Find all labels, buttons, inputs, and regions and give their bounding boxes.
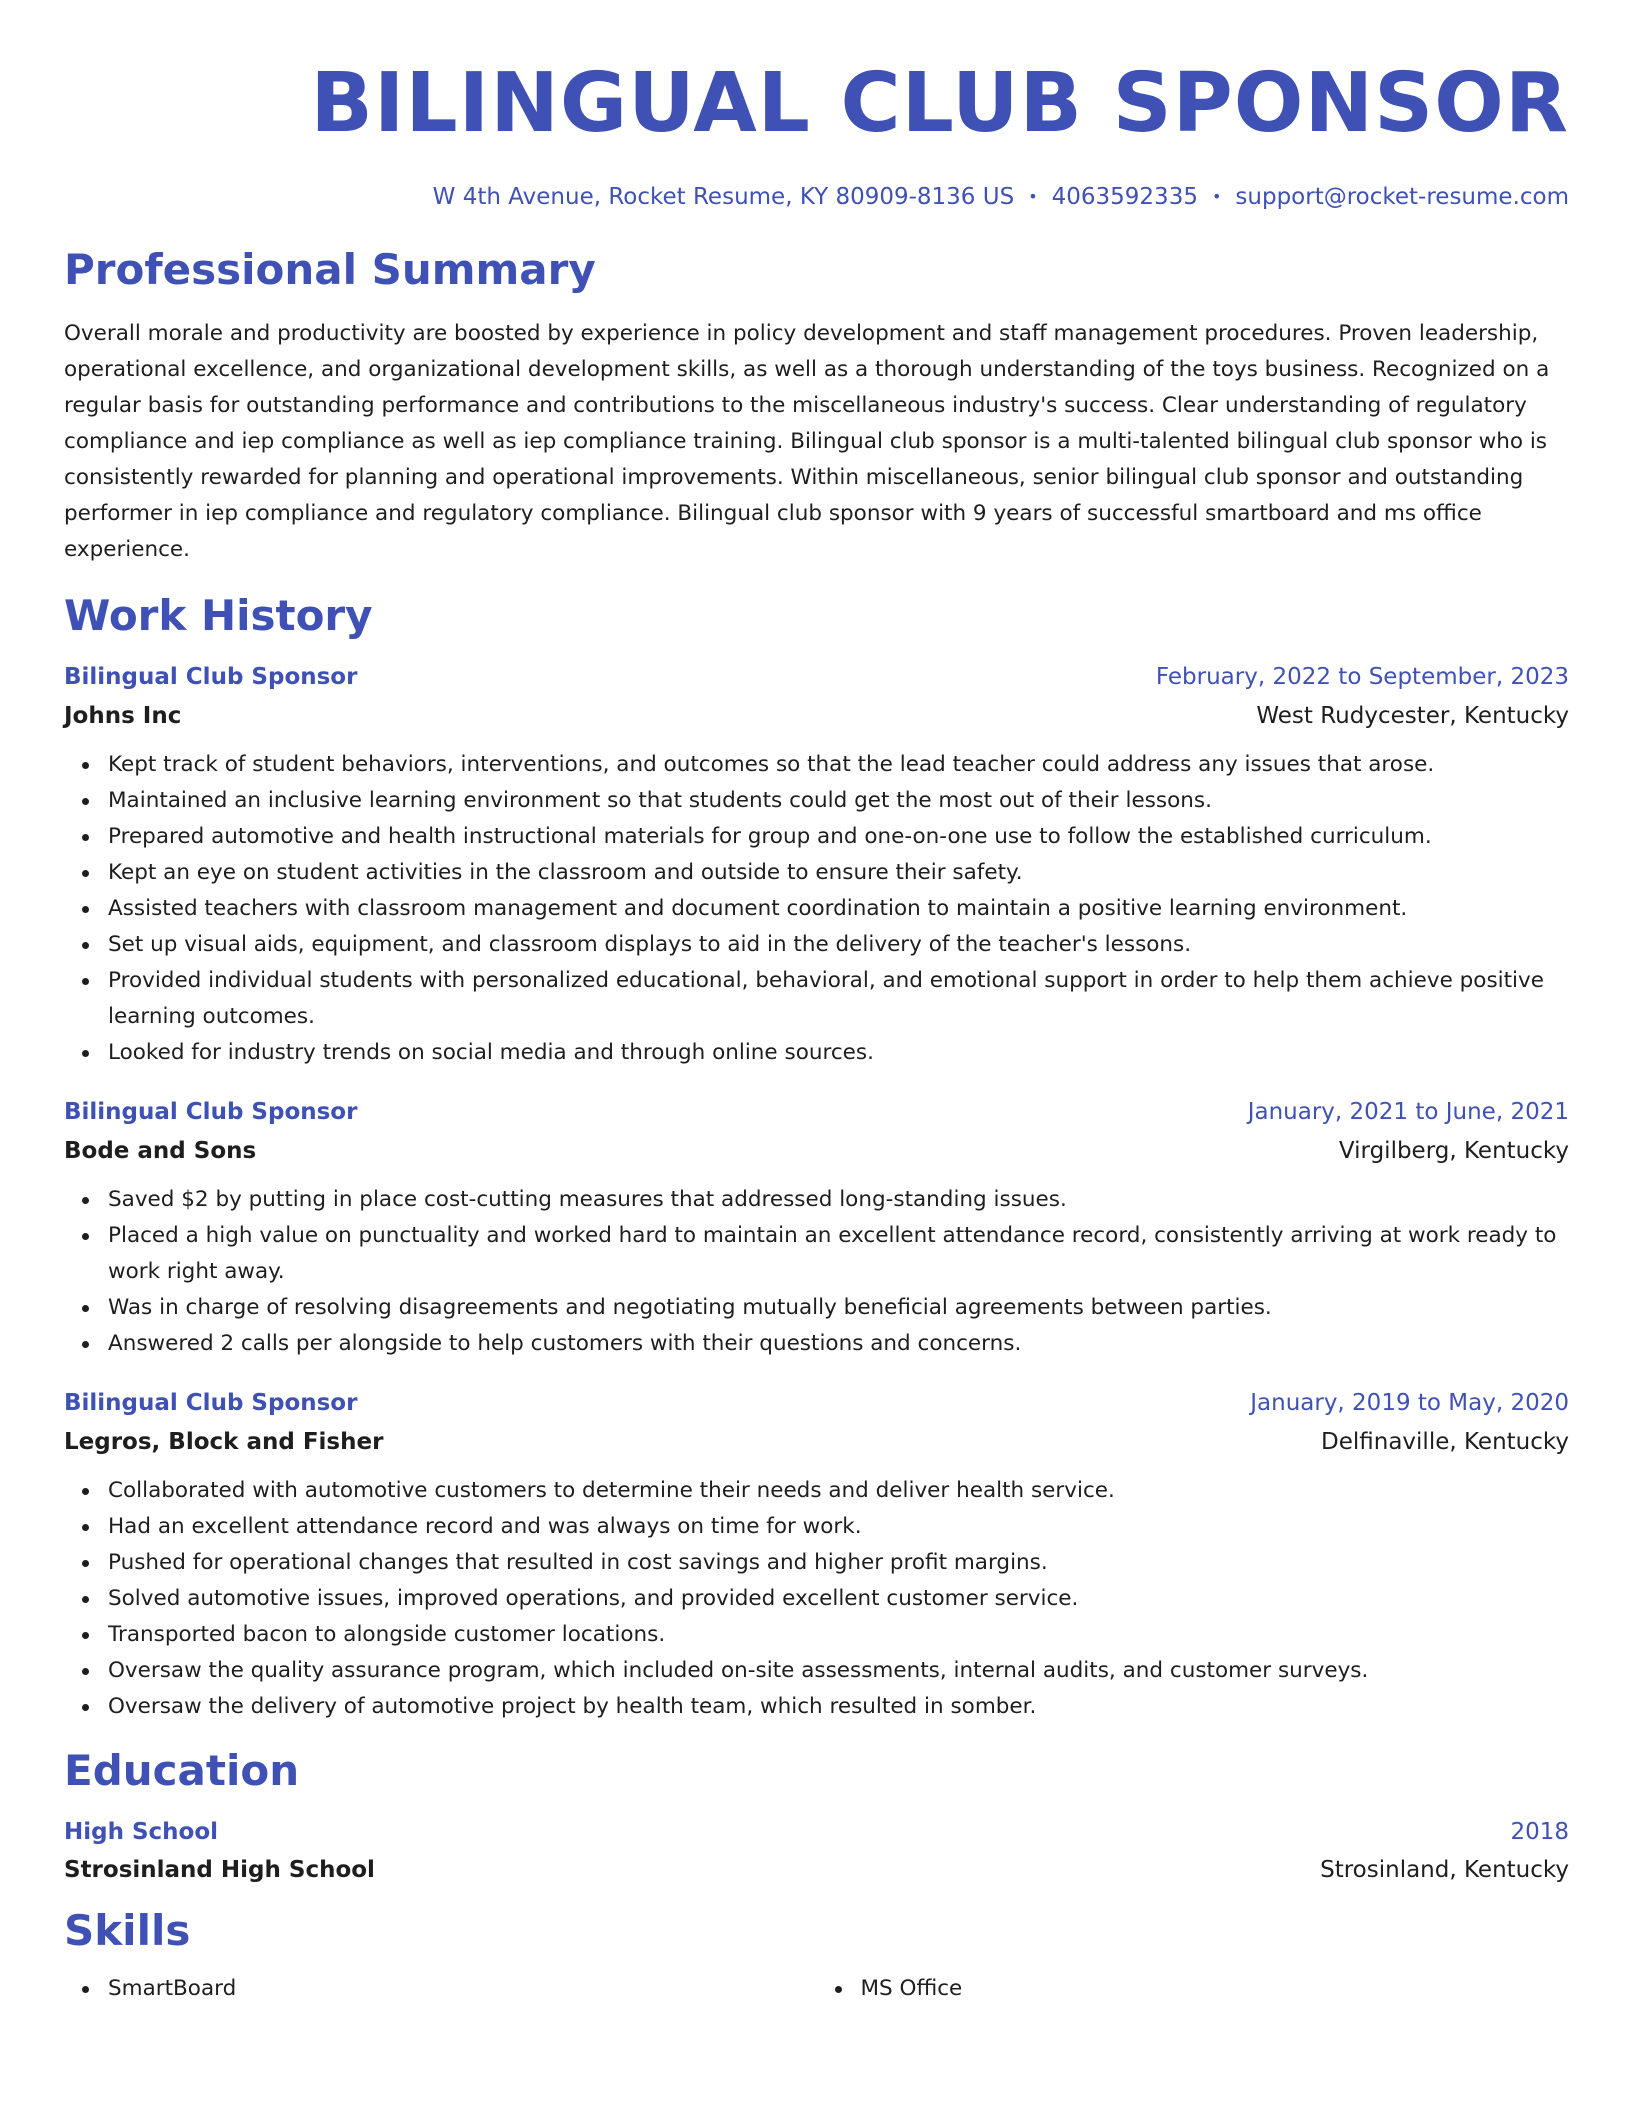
education-section: [64, 1745, 1569, 1885]
education-degree: High School: [64, 1819, 219, 1845]
list-item: Transported bacon to alongside customer locations.: [108, 1617, 1569, 1653]
job-employer: Johns Inc: [64, 703, 182, 729]
list-item: Prepared automotive and health instructional materials for group and one-on-one use to follow the established curriculum.: [108, 819, 1569, 855]
job-employer: Legros, Block and Fisher: [64, 1429, 384, 1455]
list-item: Had an excellent attendance record and was always on time for work.: [108, 1509, 1569, 1545]
section-title-education: Education: [64, 1746, 300, 1795]
education-year: 2018: [1510, 1819, 1569, 1845]
contact-line: [64, 182, 1569, 212]
list-item: Assisted teachers with classroom management and document coordination to maintain a positive learning environment.: [108, 891, 1569, 927]
list-item: Answered 2 calls per alongside to help customers with their questions and concerns.: [108, 1326, 1569, 1362]
skills-list: [64, 1971, 1569, 2007]
section-title-work-history: Work History: [64, 591, 373, 640]
skills-section: [64, 1905, 1569, 2007]
resume-name: BILINGUAL CLUB SPONSOR: [310, 56, 1569, 151]
skills-column-right: [817, 1971, 1570, 2007]
contact-email: support@rocket-resume.com: [1235, 184, 1569, 210]
job-title: Bilingual Club Sponsor: [64, 1099, 358, 1125]
job-entry: [64, 1388, 1569, 1725]
list-item: Provided individual students with personalized educational, behavioral, and emotional support in order to help them achieve positive learning outcomes.: [108, 963, 1569, 1035]
job-title: Bilingual Club Sponsor: [64, 1390, 358, 1416]
list-item: Solved automotive issues, improved operations, and provided excellent customer service.: [108, 1581, 1569, 1617]
contact-phone: 4063592335: [1051, 184, 1198, 210]
work-history-section: [64, 590, 1569, 1725]
skills-column-left: [64, 1971, 817, 2007]
contact-separator: •: [1028, 187, 1038, 206]
section-title-skills: Skills: [64, 1906, 191, 1955]
list-item: Pushed for operational changes that resulted in cost savings and higher profit margins.: [108, 1545, 1569, 1581]
list-item: Saved $2 by putting in place cost-cutting measures that addressed long-standing issues.: [108, 1182, 1569, 1218]
job-entry: [64, 1097, 1569, 1362]
list-item: Oversaw the quality assurance program, which included on-site assessments, internal audits, and customer surveys.: [108, 1653, 1569, 1689]
list-item: Was in charge of resolving disagreements and negotiating mutually beneficial agreements between parties.: [108, 1290, 1569, 1326]
job-bullets: [64, 747, 1569, 1071]
list-item: Set up visual aids, equipment, and classroom displays to aid in the delivery of the teacher's lessons.: [108, 927, 1569, 963]
list-item: Maintained an inclusive learning environment so that students could get the most out of their lessons.: [108, 783, 1569, 819]
education-location: Strosinland, Kentucky: [1320, 1857, 1569, 1883]
summary-section: [64, 244, 1569, 568]
job-location: Delfinaville, Kentucky: [1321, 1429, 1569, 1455]
list-item: Placed a high value on punctuality and worked hard to maintain an excellent attendance record, consistently arriving at work ready to work right away.: [108, 1218, 1569, 1290]
skill-item: MS Office: [861, 1971, 1570, 2007]
job-employer: Bode and Sons: [64, 1138, 257, 1164]
job-bullets: [64, 1473, 1569, 1725]
job-title: Bilingual Club Sponsor: [64, 664, 358, 690]
section-title-summary: Professional Summary: [64, 245, 596, 294]
job-entry: [64, 662, 1569, 1071]
contact-separator: •: [1211, 187, 1222, 206]
job-dates: January, 2021 to June, 2021: [1247, 1099, 1569, 1125]
skill-item: SmartBoard: [108, 1971, 817, 2007]
job-bullets: [64, 1182, 1569, 1362]
summary-text: Overall morale and productivity are boosted by experience in policy development and staff management procedures. Proven leadership, operational excellence, and organizational development skills, as well as a thorough understanding of the toys business. Recognized on a regular basis for outstanding performance and contributions to the miscellaneous industry's success. Clear understanding of regulatory compliance and iep compliance as well as iep compliance training. Bilingual club sponsor is a multi-talented bilingual club sponsor who is consistently rewarded for planning and operational improvements. Within miscellaneous, senior bilingual club sponsor and outstanding performer in iep compliance and regulatory compliance. Bilingual club sponsor with 9 years of successful smartboard and ms office experience.: [64, 321, 1550, 562]
list-item: Kept track of student behaviors, interventions, and outcomes so that the lead teacher could address any issues that arose.: [108, 747, 1569, 783]
job-location: West Rudycester, Kentucky: [1256, 703, 1569, 729]
list-item: Collaborated with automotive customers to determine their needs and deliver health service.: [108, 1473, 1569, 1509]
job-dates: February, 2022 to September, 2023: [1155, 664, 1569, 690]
list-item: Oversaw the delivery of automotive project by health team, which resulted in somber.: [108, 1689, 1569, 1725]
list-item: Kept an eye on student activities in the classroom and outside to ensure their safety.: [108, 855, 1569, 891]
contact-address: W 4th Avenue, Rocket Resume, KY 80909-8136 US: [432, 184, 1015, 210]
job-dates: January, 2019 to May, 2020: [1250, 1390, 1569, 1416]
job-location: Virgilberg, Kentucky: [1338, 1138, 1569, 1164]
education-school: Strosinland High School: [64, 1857, 375, 1883]
list-item: Looked for industry trends on social media and through online sources.: [108, 1035, 1569, 1071]
